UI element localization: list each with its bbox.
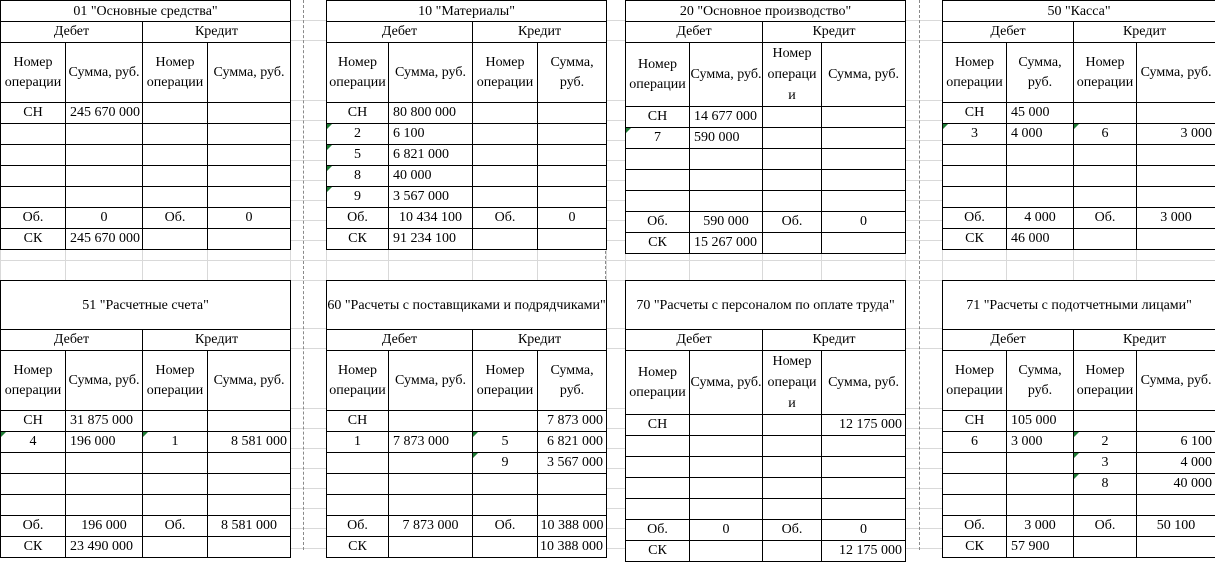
debit-op-number[interactable] bbox=[1, 187, 66, 208]
account-t-1 bbox=[0, 0, 291, 250]
credit-turnover-sum[interactable]: 0 bbox=[538, 208, 607, 229]
account-t-4 bbox=[942, 0, 1215, 250]
credit-sum-header[interactable]: Сумма, руб. bbox=[208, 43, 291, 103]
credit-op-number[interactable] bbox=[763, 457, 822, 478]
account-title[interactable]: 01 "Основные средства" bbox=[1, 1, 291, 22]
credit-sum[interactable]: 3 567 000 bbox=[538, 453, 607, 474]
debit-header[interactable]: Дебет bbox=[1, 330, 143, 351]
debit-turnover-sum[interactable]: 0 bbox=[690, 520, 763, 541]
credit-turnover-sum[interactable]: 0 bbox=[208, 208, 291, 229]
credit-header[interactable]: Кредит bbox=[1074, 22, 1215, 43]
debit-turnover-label[interactable]: Об. bbox=[327, 516, 389, 537]
closing-debit-sum[interactable]: 57 900 bbox=[1007, 537, 1074, 558]
debit-sum[interactable]: 590 000 bbox=[690, 128, 763, 149]
debit-header[interactable]: Дебет bbox=[327, 330, 473, 351]
debit-op-number[interactable] bbox=[327, 495, 389, 516]
credit-turnover-label[interactable]: Об. bbox=[1074, 208, 1137, 229]
credit-op-number[interactable] bbox=[143, 166, 208, 187]
debit-op-number[interactable] bbox=[626, 499, 690, 520]
debit-sum[interactable] bbox=[1007, 474, 1074, 495]
closing-credit-sum[interactable] bbox=[1137, 537, 1215, 558]
debit-op-number-header[interactable]: Номер операции bbox=[1, 43, 66, 103]
credit-sum[interactable] bbox=[1137, 145, 1215, 166]
account-t-8 bbox=[942, 280, 1215, 558]
credit-op-number-header[interactable]: Номер операции bbox=[473, 351, 538, 411]
credit-sum[interactable] bbox=[208, 453, 291, 474]
credit-sum[interactable]: 40 000 bbox=[1137, 474, 1215, 495]
closing-credit-sum[interactable] bbox=[538, 229, 607, 250]
debit-op-number[interactable] bbox=[626, 149, 690, 170]
closing-credit-op[interactable] bbox=[763, 233, 822, 254]
opening-balance-label[interactable]: СН bbox=[1, 103, 66, 124]
debit-sum[interactable] bbox=[66, 145, 143, 166]
credit-turnover-sum[interactable]: 0 bbox=[822, 212, 906, 233]
debit-op-number[interactable] bbox=[1, 474, 66, 495]
credit-sum[interactable] bbox=[538, 495, 607, 516]
credit-turnover-label[interactable]: Об. bbox=[763, 212, 822, 233]
closing-balance-label[interactable]: СК bbox=[1, 537, 66, 558]
credit-sum[interactable] bbox=[822, 499, 906, 520]
debit-sum[interactable]: 4 000 bbox=[1007, 124, 1074, 145]
closing-credit-op[interactable] bbox=[473, 537, 538, 558]
credit-op-number[interactable]: 2 bbox=[1074, 432, 1137, 453]
closing-credit-sum[interactable] bbox=[208, 537, 291, 558]
credit-op-number[interactable] bbox=[143, 187, 208, 208]
debit-op-number[interactable] bbox=[626, 457, 690, 478]
credit-op-number[interactable] bbox=[473, 124, 538, 145]
credit-sum-header[interactable]: Сумма, руб. bbox=[208, 351, 291, 411]
credit-op-number[interactable] bbox=[763, 191, 822, 212]
debit-sum[interactable] bbox=[389, 474, 473, 495]
closing-balance-label[interactable]: СК bbox=[943, 229, 1007, 250]
debit-turnover-sum[interactable]: 590 000 bbox=[690, 212, 763, 233]
credit-turnover-sum[interactable]: 3 000 bbox=[1137, 208, 1215, 229]
credit-sum[interactable]: 4 000 bbox=[1137, 453, 1215, 474]
opening-credit-sum[interactable]: 12 175 000 bbox=[822, 415, 906, 436]
opening-credit-sum[interactable]: 7 873 000 bbox=[538, 411, 607, 432]
account-title[interactable]: 50 "Касса" bbox=[943, 1, 1215, 22]
credit-sum[interactable] bbox=[822, 149, 906, 170]
debit-op-number[interactable] bbox=[943, 453, 1007, 474]
debit-turnover-sum[interactable]: 10 434 100 bbox=[389, 208, 473, 229]
debit-sum[interactable]: 6 821 000 bbox=[389, 145, 473, 166]
account-t-5 bbox=[0, 280, 291, 558]
credit-op-number[interactable] bbox=[763, 478, 822, 499]
credit-op-number[interactable] bbox=[1074, 166, 1137, 187]
credit-op-number[interactable] bbox=[143, 145, 208, 166]
debit-op-number[interactable]: 3 bbox=[943, 124, 1007, 145]
debit-op-number[interactable] bbox=[943, 187, 1007, 208]
credit-sum-header[interactable]: Сумма, руб. bbox=[822, 351, 906, 415]
account-t-2 bbox=[326, 0, 607, 250]
debit-op-number[interactable] bbox=[1, 495, 66, 516]
debit-op-number[interactable] bbox=[943, 145, 1007, 166]
debit-sum[interactable] bbox=[690, 457, 763, 478]
debit-op-number[interactable] bbox=[943, 474, 1007, 495]
debit-op-number[interactable] bbox=[1, 145, 66, 166]
credit-op-number-header[interactable]: Номер операции bbox=[143, 351, 208, 411]
credit-header[interactable]: Кредит bbox=[473, 330, 607, 351]
debit-op-number[interactable]: 2 bbox=[327, 124, 389, 145]
credit-sum[interactable]: 6 100 bbox=[1137, 432, 1215, 453]
credit-op-number[interactable] bbox=[1074, 495, 1137, 516]
debit-sum[interactable] bbox=[690, 170, 763, 191]
debit-op-number[interactable] bbox=[943, 495, 1007, 516]
opening-debit-sum[interactable]: 80 800 000 bbox=[389, 103, 473, 124]
opening-balance-label[interactable]: СН bbox=[943, 103, 1007, 124]
debit-header[interactable]: Дебет bbox=[626, 22, 763, 43]
credit-sum[interactable] bbox=[208, 124, 291, 145]
credit-op-number-header[interactable]: Номер операции bbox=[1074, 43, 1137, 103]
credit-op-number[interactable] bbox=[763, 128, 822, 149]
credit-sum[interactable] bbox=[1137, 166, 1215, 187]
credit-sum[interactable] bbox=[1137, 187, 1215, 208]
account-title[interactable]: 10 "Материалы" bbox=[327, 1, 607, 22]
opening-balance-label[interactable]: СН bbox=[943, 411, 1007, 432]
debit-sum-header[interactable]: Сумма, руб. bbox=[389, 351, 473, 411]
credit-sum[interactable] bbox=[208, 145, 291, 166]
credit-sum[interactable] bbox=[208, 474, 291, 495]
closing-credit-op[interactable] bbox=[763, 541, 822, 562]
opening-debit-sum[interactable]: 245 670 000 bbox=[66, 103, 143, 124]
opening-balance-label[interactable]: СН bbox=[327, 411, 389, 432]
opening-balance-label[interactable]: СН bbox=[626, 415, 690, 436]
credit-sum[interactable] bbox=[538, 145, 607, 166]
credit-op-number[interactable]: 1 bbox=[143, 432, 208, 453]
debit-op-number[interactable]: 9 bbox=[327, 187, 389, 208]
credit-turnover-sum[interactable]: 0 bbox=[822, 520, 906, 541]
account-title[interactable]: 20 "Основное производство" bbox=[626, 1, 906, 22]
closing-debit-sum[interactable] bbox=[389, 537, 473, 558]
debit-sum[interactable]: 7 873 000 bbox=[389, 432, 473, 453]
credit-header[interactable]: Кредит bbox=[143, 330, 291, 351]
credit-op-number[interactable]: 6 bbox=[1074, 124, 1137, 145]
debit-op-number[interactable] bbox=[626, 191, 690, 212]
closing-debit-sum[interactable]: 15 267 000 bbox=[690, 233, 763, 254]
debit-sum[interactable] bbox=[66, 187, 143, 208]
opening-credit-sum[interactable] bbox=[822, 107, 906, 128]
credit-turnover-sum[interactable]: 50 100 bbox=[1137, 516, 1215, 537]
debit-sum[interactable]: 6 100 bbox=[389, 124, 473, 145]
credit-sum[interactable] bbox=[538, 187, 607, 208]
credit-turnover-sum[interactable]: 10 388 000 bbox=[538, 516, 607, 537]
credit-op-number[interactable] bbox=[473, 166, 538, 187]
debit-turnover-sum[interactable]: 3 000 bbox=[1007, 516, 1074, 537]
opening-credit-op[interactable] bbox=[1074, 103, 1137, 124]
credit-turnover-label[interactable]: Об. bbox=[763, 520, 822, 541]
credit-sum[interactable] bbox=[822, 478, 906, 499]
closing-credit-op[interactable] bbox=[1074, 537, 1137, 558]
account-title[interactable]: 71 "Расчеты с подотчетными лицами" bbox=[943, 281, 1215, 330]
closing-credit-op[interactable] bbox=[1074, 229, 1137, 250]
debit-op-number-header[interactable]: Номер операции bbox=[943, 43, 1007, 103]
credit-op-number[interactable] bbox=[473, 187, 538, 208]
credit-header[interactable]: Кредит bbox=[473, 22, 607, 43]
debit-turnover-label[interactable]: Об. bbox=[1, 208, 66, 229]
credit-header[interactable]: Кредит bbox=[143, 22, 291, 43]
debit-sum[interactable]: 3 567 000 bbox=[389, 187, 473, 208]
credit-op-number[interactable] bbox=[473, 495, 538, 516]
debit-sum[interactable] bbox=[1007, 495, 1074, 516]
credit-sum[interactable] bbox=[1137, 495, 1215, 516]
debit-sum[interactable] bbox=[1007, 453, 1074, 474]
opening-credit-op[interactable] bbox=[473, 103, 538, 124]
credit-sum-header[interactable]: Сумма, руб. bbox=[1137, 43, 1215, 103]
closing-debit-sum[interactable]: 91 234 100 bbox=[389, 229, 473, 250]
closing-debit-sum[interactable] bbox=[690, 541, 763, 562]
closing-credit-sum[interactable] bbox=[208, 229, 291, 250]
credit-op-number[interactable]: 5 bbox=[473, 432, 538, 453]
closing-credit-op[interactable] bbox=[143, 229, 208, 250]
debit-sum[interactable]: 196 000 bbox=[66, 432, 143, 453]
opening-debit-sum[interactable]: 31 875 000 bbox=[66, 411, 143, 432]
debit-sum-header[interactable]: Сумма, руб. bbox=[66, 43, 143, 103]
opening-debit-sum[interactable]: 45 000 bbox=[1007, 103, 1074, 124]
debit-op-number-header[interactable]: Номер операции bbox=[1, 351, 66, 411]
opening-credit-op[interactable] bbox=[1074, 411, 1137, 432]
credit-op-number[interactable]: 9 bbox=[473, 453, 538, 474]
debit-op-number[interactable] bbox=[626, 170, 690, 191]
opening-credit-op[interactable] bbox=[473, 411, 538, 432]
closing-debit-sum[interactable]: 23 490 000 bbox=[66, 537, 143, 558]
account-t-7 bbox=[625, 280, 906, 562]
debit-turnover-sum[interactable]: 7 873 000 bbox=[389, 516, 473, 537]
closing-credit-sum[interactable] bbox=[822, 233, 906, 254]
opening-debit-sum[interactable] bbox=[389, 411, 473, 432]
credit-op-number-header[interactable]: Номер операци и bbox=[763, 351, 822, 415]
credit-op-number[interactable] bbox=[1074, 145, 1137, 166]
opening-debit-sum[interactable]: 14 677 000 bbox=[690, 107, 763, 128]
credit-sum[interactable] bbox=[822, 170, 906, 191]
debit-op-number-header[interactable]: Номер операции bbox=[626, 351, 690, 415]
debit-op-number[interactable]: 7 bbox=[626, 128, 690, 149]
credit-sum[interactable] bbox=[208, 495, 291, 516]
credit-op-number[interactable] bbox=[763, 170, 822, 191]
closing-balance-label[interactable]: СК bbox=[626, 233, 690, 254]
debit-turnover-sum[interactable]: 0 bbox=[66, 208, 143, 229]
credit-turnover-label[interactable]: Об. bbox=[473, 516, 538, 537]
debit-op-number[interactable]: 5 bbox=[327, 145, 389, 166]
debit-sum[interactable] bbox=[1007, 145, 1074, 166]
opening-balance-label[interactable]: СН bbox=[327, 103, 389, 124]
opening-credit-sum[interactable] bbox=[208, 411, 291, 432]
debit-turnover-sum[interactable]: 4 000 bbox=[1007, 208, 1074, 229]
credit-op-number[interactable] bbox=[143, 495, 208, 516]
debit-sum[interactable]: 3 000 bbox=[1007, 432, 1074, 453]
closing-balance-label[interactable]: СК bbox=[1, 229, 66, 250]
debit-op-number[interactable] bbox=[327, 474, 389, 495]
debit-sum[interactable] bbox=[690, 149, 763, 170]
credit-turnover-label[interactable]: Об. bbox=[143, 516, 208, 537]
opening-debit-sum[interactable] bbox=[690, 415, 763, 436]
debit-sum[interactable] bbox=[66, 453, 143, 474]
debit-turnover-label[interactable]: Об. bbox=[943, 208, 1007, 229]
credit-turnover-label[interactable]: Об. bbox=[1074, 516, 1137, 537]
debit-sum[interactable] bbox=[66, 166, 143, 187]
debit-turnover-label[interactable]: Об. bbox=[943, 516, 1007, 537]
closing-debit-sum[interactable]: 46 000 bbox=[1007, 229, 1074, 250]
account-title[interactable]: 51 "Расчетные счета" bbox=[1, 281, 291, 330]
debit-sum[interactable] bbox=[690, 191, 763, 212]
opening-credit-sum[interactable] bbox=[1137, 103, 1215, 124]
credit-op-number[interactable] bbox=[763, 499, 822, 520]
closing-credit-op[interactable] bbox=[473, 229, 538, 250]
closing-balance-label[interactable]: СК bbox=[626, 541, 690, 562]
closing-balance-label[interactable]: СК bbox=[327, 229, 389, 250]
credit-op-number-header[interactable]: Номер операции bbox=[1074, 351, 1137, 411]
debit-op-number[interactable] bbox=[327, 453, 389, 474]
debit-sum[interactable] bbox=[690, 478, 763, 499]
credit-op-number[interactable]: 3 bbox=[1074, 453, 1137, 474]
credit-op-number[interactable]: 8 bbox=[1074, 474, 1137, 495]
credit-sum[interactable] bbox=[208, 187, 291, 208]
debit-op-number[interactable]: 6 bbox=[943, 432, 1007, 453]
debit-op-number[interactable]: 1 bbox=[327, 432, 389, 453]
debit-sum[interactable] bbox=[1007, 166, 1074, 187]
account-title[interactable]: 60 "Расчеты с поставщиками и подрядчиками" bbox=[327, 281, 607, 330]
closing-balance-label[interactable]: СК bbox=[327, 537, 389, 558]
debit-sum[interactable] bbox=[66, 474, 143, 495]
debit-sum-header[interactable]: Сумма, руб. bbox=[66, 351, 143, 411]
debit-turnover-label[interactable]: Об. bbox=[626, 212, 690, 233]
debit-op-number-header[interactable]: Номер операции bbox=[943, 351, 1007, 411]
credit-op-number[interactable] bbox=[763, 436, 822, 457]
closing-debit-sum[interactable]: 245 670 000 bbox=[66, 229, 143, 250]
debit-header[interactable]: Дебет bbox=[1, 22, 143, 43]
debit-op-number-header[interactable]: Номер операции bbox=[327, 351, 389, 411]
opening-debit-sum[interactable]: 105 000 bbox=[1007, 411, 1074, 432]
opening-balance-label[interactable]: СН bbox=[1, 411, 66, 432]
opening-balance-label[interactable]: СН bbox=[626, 107, 690, 128]
credit-op-number-header[interactable]: Номер операци и bbox=[763, 43, 822, 107]
debit-header[interactable]: Дебет bbox=[626, 330, 763, 351]
debit-sum[interactable] bbox=[66, 495, 143, 516]
credit-header[interactable]: Кредит bbox=[763, 22, 906, 43]
opening-credit-op[interactable] bbox=[763, 107, 822, 128]
debit-sum-header[interactable]: Сумма, руб. bbox=[690, 43, 763, 107]
debit-sum-header[interactable]: Сумма, руб. bbox=[1007, 43, 1074, 103]
debit-sum[interactable] bbox=[66, 124, 143, 145]
opening-credit-sum[interactable] bbox=[1137, 411, 1215, 432]
credit-sum[interactable] bbox=[538, 166, 607, 187]
credit-op-number[interactable] bbox=[143, 474, 208, 495]
account-t-3 bbox=[625, 0, 906, 254]
debit-sum-header[interactable]: Сумма, руб. bbox=[690, 351, 763, 415]
closing-credit-sum[interactable]: 10 388 000 bbox=[538, 537, 607, 558]
credit-turnover-label[interactable]: Об. bbox=[143, 208, 208, 229]
debit-op-number[interactable] bbox=[626, 478, 690, 499]
debit-sum-header[interactable]: Сумма, руб. bbox=[1007, 351, 1074, 411]
credit-sum[interactable]: 8 581 000 bbox=[208, 432, 291, 453]
credit-sum-header[interactable]: Сумма, руб. bbox=[538, 43, 607, 103]
closing-credit-sum[interactable] bbox=[1137, 229, 1215, 250]
credit-turnover-label[interactable]: Об. bbox=[473, 208, 538, 229]
debit-op-number[interactable] bbox=[943, 166, 1007, 187]
credit-sum[interactable] bbox=[822, 191, 906, 212]
debit-op-number[interactable] bbox=[626, 436, 690, 457]
debit-op-number[interactable]: 4 bbox=[1, 432, 66, 453]
debit-header[interactable]: Дебет bbox=[943, 330, 1074, 351]
opening-credit-op[interactable] bbox=[143, 411, 208, 432]
credit-sum[interactable] bbox=[208, 166, 291, 187]
credit-sum[interactable] bbox=[538, 124, 607, 145]
debit-turnover-label[interactable]: Об. bbox=[626, 520, 690, 541]
debit-header[interactable]: Дебет bbox=[327, 22, 473, 43]
opening-credit-sum[interactable] bbox=[538, 103, 607, 124]
credit-op-number[interactable] bbox=[473, 145, 538, 166]
credit-op-number[interactable] bbox=[473, 474, 538, 495]
debit-op-number[interactable] bbox=[1, 453, 66, 474]
credit-op-number[interactable] bbox=[143, 124, 208, 145]
credit-sum[interactable]: 3 000 bbox=[1137, 124, 1215, 145]
debit-op-number[interactable] bbox=[1, 166, 66, 187]
debit-op-number[interactable]: 8 bbox=[327, 166, 389, 187]
closing-credit-op[interactable] bbox=[143, 537, 208, 558]
debit-sum[interactable] bbox=[690, 499, 763, 520]
credit-op-number[interactable] bbox=[1074, 187, 1137, 208]
credit-sum[interactable] bbox=[538, 474, 607, 495]
account-t-6 bbox=[326, 280, 607, 558]
debit-sum[interactable] bbox=[690, 436, 763, 457]
credit-header[interactable]: Кредит bbox=[763, 330, 906, 351]
opening-credit-op[interactable] bbox=[763, 415, 822, 436]
credit-sum-header[interactable]: Сумма, руб. bbox=[538, 351, 607, 411]
opening-credit-sum[interactable] bbox=[208, 103, 291, 124]
credit-sum[interactable] bbox=[822, 457, 906, 478]
credit-turnover-sum[interactable]: 8 581 000 bbox=[208, 516, 291, 537]
closing-credit-sum[interactable]: 12 175 000 bbox=[822, 541, 906, 562]
credit-op-number-header[interactable]: Номер операции bbox=[143, 43, 208, 103]
debit-op-number-header[interactable]: Номер операции bbox=[626, 43, 690, 107]
credit-sum-header[interactable]: Сумма, руб. bbox=[1137, 351, 1215, 411]
debit-sum[interactable] bbox=[1007, 187, 1074, 208]
credit-sum[interactable] bbox=[822, 128, 906, 149]
opening-credit-op[interactable] bbox=[143, 103, 208, 124]
credit-op-number[interactable] bbox=[763, 149, 822, 170]
credit-op-number[interactable] bbox=[143, 453, 208, 474]
debit-turnover-sum[interactable]: 196 000 bbox=[66, 516, 143, 537]
credit-sum[interactable] bbox=[822, 436, 906, 457]
credit-header[interactable]: Кредит bbox=[1074, 330, 1215, 351]
debit-turnover-label[interactable]: Об. bbox=[327, 208, 389, 229]
credit-op-number-header[interactable]: Номер операции bbox=[473, 43, 538, 103]
account-title[interactable]: 70 "Расчеты с персоналом по оплате труда" bbox=[626, 281, 906, 330]
debit-header[interactable]: Дебет bbox=[943, 22, 1074, 43]
credit-sum-header[interactable]: Сумма, руб. bbox=[822, 43, 906, 107]
debit-sum[interactable] bbox=[389, 453, 473, 474]
debit-op-number[interactable] bbox=[1, 124, 66, 145]
closing-balance-label[interactable]: СК bbox=[943, 537, 1007, 558]
debit-sum[interactable]: 40 000 bbox=[389, 166, 473, 187]
debit-sum-header[interactable]: Сумма, руб. bbox=[389, 43, 473, 103]
debit-turnover-label[interactable]: Об. bbox=[1, 516, 66, 537]
debit-sum[interactable] bbox=[389, 495, 473, 516]
debit-op-number-header[interactable]: Номер операции bbox=[327, 43, 389, 103]
credit-sum[interactable]: 6 821 000 bbox=[538, 432, 607, 453]
